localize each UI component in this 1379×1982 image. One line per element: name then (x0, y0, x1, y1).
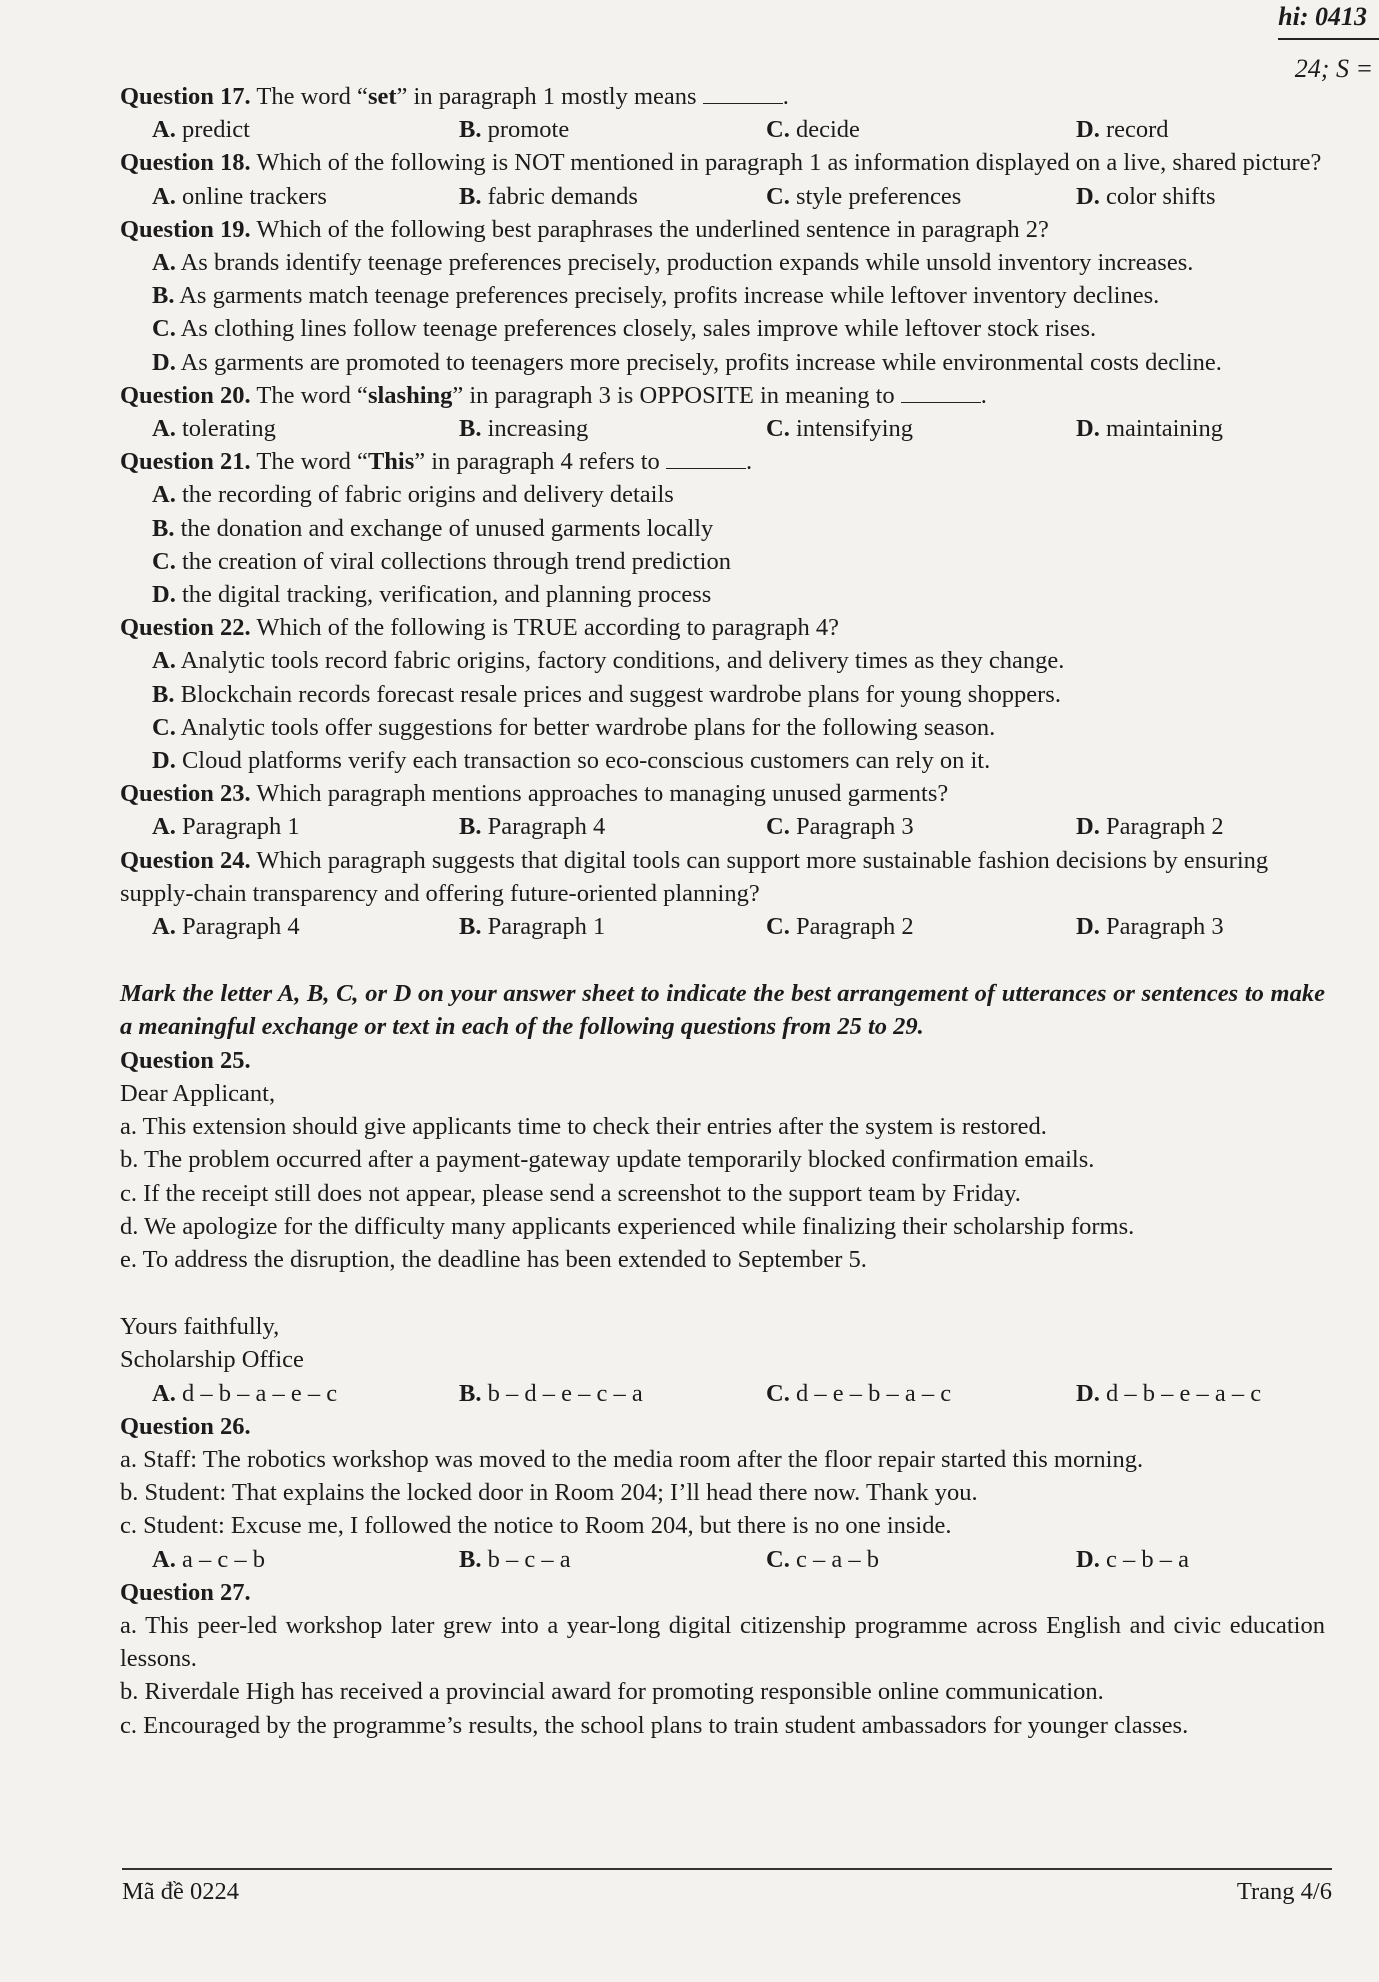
answer-option: C. Paragraph 3 (766, 813, 914, 841)
option-letter: A. (152, 182, 176, 210)
answer-option: B. As garments match teenage preferences precisely, profits increase while leftover inventory declines. (152, 282, 1160, 310)
answer-option: C. Paragraph 2 (766, 913, 914, 941)
option-letter: C. (152, 713, 176, 741)
option-letter: A. (152, 813, 176, 841)
sentence-item: a. This peer-led workshop later grew into a year-long digital citizenship programme across English and civic education lessons. (120, 1611, 1325, 1673)
option-letter: C. (766, 116, 790, 144)
formula-fragment: 24; S = (1278, 38, 1379, 84)
answer-option: B. promote (459, 116, 570, 144)
answer-option: A. a – c – b (152, 1545, 265, 1573)
answer-options (120, 113, 1325, 146)
sentence-item: b. The problem occurred after a payment-gateway update temporarily blocked confirmation emails. (120, 1146, 1095, 1174)
option-letter: C. (766, 913, 790, 941)
answer-option: C. Analytic tools offer suggestions for better wardrobe plans for the following season. (152, 713, 996, 741)
answer-option: D. Paragraph 2 (1076, 813, 1224, 841)
option-letter: B. (152, 514, 175, 542)
letter-signature: Scholarship Office (120, 1346, 304, 1374)
sentence-item: c. Encouraged by the programme’s results, the school plans to train student ambassadors for younger classes. (120, 1711, 1189, 1739)
question-stem: Question 22. Which of the following is TRUE according to paragraph 4? (120, 614, 839, 642)
code-fragment: hi: 0413 (1278, 2, 1367, 31)
question-stem: Question 20. The word “slashing” in paragraph 3 is OPPOSITE in meaning to . (120, 381, 987, 409)
question-stem: Question 23. Which paragraph mentions approaches to managing unused garments? (120, 780, 949, 808)
question-number: Question 24. (120, 846, 251, 874)
answer-option: A. online trackers (152, 182, 327, 210)
section-instruction: Mark the letter A, B, C, or D on your answer sheet to indicate the best arrangement of utterances or sentences to make a meaningful exchange or text in each of the following questions from 25 to 29. (120, 980, 1325, 1041)
option-letter: A. (152, 1545, 176, 1573)
option-letter: C. (766, 813, 790, 841)
question-number: Question 27. (120, 1578, 251, 1606)
option-letter: D. (1076, 182, 1100, 210)
question-number: Question 23. (120, 780, 251, 808)
option-letter: A. (152, 481, 176, 509)
answer-option: D. the digital tracking, verification, and planning process (152, 581, 712, 609)
option-letter: D. (1076, 1379, 1100, 1407)
sentence-item: b. Student: That explains the locked door in Room 204; I’ll head there now. Thank you. (120, 1479, 978, 1507)
option-letter: C. (766, 182, 790, 210)
option-letter: C. (766, 1379, 790, 1407)
answer-option: D. maintaining (1076, 415, 1223, 443)
answer-option: A. Paragraph 1 (152, 813, 300, 841)
option-letter: B. (152, 680, 175, 708)
answer-blank (703, 85, 783, 104)
option-letter: B. (152, 282, 175, 310)
answer-options (120, 1377, 1325, 1410)
sentence-item: b. Riverdale High has received a provincial award for promoting responsible online communication. (120, 1678, 1104, 1706)
option-letter: A. (152, 116, 176, 144)
option-letter: B. (459, 116, 482, 144)
answer-options (120, 810, 1325, 843)
answer-option: B. Paragraph 1 (459, 913, 606, 941)
answer-option: A. predict (152, 116, 250, 144)
answer-option: B. the donation and exchange of unused garments locally (152, 514, 714, 542)
answer-option: C. As clothing lines follow teenage preferences closely, sales improve while leftover stock rises. (152, 315, 1097, 343)
option-letter: C. (152, 315, 176, 343)
option-letter: B. (459, 415, 482, 443)
question-number: Question 17. (120, 83, 251, 110)
exam-code: Mã đề 0224 (122, 1878, 240, 1905)
question-stem: Question 19. Which of the following best paraphrases the underlined sentence in paragraph 2? (120, 215, 1049, 243)
option-letter: D. (1076, 415, 1100, 443)
question-stem: Question 18. Which of the following is NOT mentioned in paragraph 1 as information displayed on a live, shared picture? (120, 149, 1322, 177)
letter-greeting: Dear Applicant, (120, 1079, 276, 1107)
answer-options (120, 180, 1325, 213)
page-footer (122, 1868, 1332, 1906)
sentence-item: c. If the receipt still does not appear, please send a screenshot to the support team by Friday. (120, 1179, 1021, 1207)
answer-option: D. record (1076, 116, 1169, 144)
option-letter: B. (459, 1545, 482, 1573)
question-content (120, 80, 1325, 1742)
answer-option: D. d – b – e – a – c (1076, 1379, 1262, 1407)
sentence-item: a. Staff: The robotics workshop was moved to the media room after the floor repair started this morning. (120, 1445, 1144, 1473)
answer-options (120, 412, 1325, 445)
option-letter: D. (1076, 913, 1100, 941)
spacer (120, 1276, 1325, 1310)
option-letter: A. (152, 249, 176, 277)
question-number: Question 26. (120, 1412, 251, 1440)
question-stem (120, 1576, 1325, 1609)
answer-blank (901, 384, 981, 403)
answer-option: B. Paragraph 4 (459, 813, 606, 841)
answer-option: D. c – b – a (1076, 1545, 1189, 1573)
sentence-item: a. This extension should give applicants time to check their entries after the system is restored. (120, 1113, 1047, 1141)
answer-option: B. b – c – a (459, 1545, 571, 1573)
question-number: Question 18. (120, 149, 251, 177)
answer-option: A. As brands identify teenage preferences precisely, production expands while unsold inventory increases. (152, 249, 1194, 277)
answer-option: C. c – a – b (766, 1545, 879, 1573)
option-letter: A. (152, 913, 176, 941)
sentence-item: e. To address the disruption, the deadline has been extended to September 5. (120, 1245, 867, 1273)
answer-option: A. Paragraph 4 (152, 913, 300, 941)
option-letter: C. (766, 415, 790, 443)
option-letter: B. (459, 913, 482, 941)
option-letter: C. (152, 547, 176, 575)
option-letter: D. (152, 747, 176, 775)
question-stem: Question 21. The word “This” in paragraph 4 refers to . (120, 448, 753, 476)
answer-option: D. Paragraph 3 (1076, 913, 1224, 941)
sentence-item: c. Student: Excuse me, I followed the notice to Room 204, but there is no one inside. (120, 1512, 952, 1540)
keyword: This (367, 448, 415, 476)
option-letter: D. (1076, 813, 1100, 841)
option-letter: B. (459, 182, 482, 210)
answer-option: B. increasing (459, 415, 589, 443)
answer-options (120, 1543, 1325, 1576)
option-letter: A. (152, 1379, 176, 1407)
keyword: set (367, 83, 397, 110)
answer-option: C. style preferences (766, 182, 962, 210)
answer-option: D. As garments are promoted to teenagers more precisely, profits increase while environmental costs decline. (152, 348, 1222, 376)
answer-option: C. the creation of viral collections through trend prediction (152, 547, 731, 575)
keyword: slashing (367, 381, 453, 409)
option-letter: D. (152, 348, 176, 376)
page-number: Trang 4/6 (1236, 1878, 1332, 1905)
option-letter: A. (152, 415, 176, 443)
answer-option: C. decide (766, 116, 860, 144)
question-number: Question 20. (120, 381, 251, 409)
answer-option: B. Blockchain records forecast resale prices and suggest wardrobe plans for young shoppers. (152, 680, 1061, 708)
answer-option: D. color shifts (1076, 182, 1216, 210)
question-number: Question 19. (120, 215, 251, 243)
letter-closing: Yours faithfully, (120, 1313, 280, 1341)
answer-option: C. d – e – b – a – c (766, 1379, 952, 1407)
option-letter: B. (459, 813, 482, 841)
question-number: Question 22. (120, 614, 251, 642)
option-letter: A. (152, 647, 176, 675)
answer-blank (666, 450, 746, 469)
option-letter: D. (1076, 116, 1100, 144)
question-number: Question 25. (120, 1046, 251, 1074)
answer-options (120, 910, 1325, 943)
answer-option: A. the recording of fabric origins and delivery details (152, 481, 674, 509)
question-stem: Question 24. Which paragraph suggests that digital tools can support more sustainable fashion decisions by ensuring supply-chain transparency and offering future-oriented planning? (120, 846, 1269, 907)
question-stem (120, 1044, 1325, 1077)
answer-option: C. intensifying (766, 415, 913, 443)
sentence-item: d. We apologize for the difficulty many applicants experienced while finalizing their scholarship forms. (120, 1212, 1135, 1240)
option-letter: B. (459, 1379, 482, 1407)
question-stem: Question 17. The word “set” in paragraph 1 mostly means . (120, 83, 789, 110)
question-number: Question 21. (120, 448, 251, 476)
question-stem (120, 1410, 1325, 1443)
option-letter: C. (766, 1545, 790, 1573)
answer-option: B. b – d – e – c – a (459, 1379, 643, 1407)
answer-option: D. Cloud platforms verify each transaction so eco-conscious customers can rely on it. (152, 747, 991, 775)
answer-option: A. tolerating (152, 415, 276, 443)
option-letter: D. (1076, 1545, 1100, 1573)
answer-option: A. Analytic tools record fabric origins, factory conditions, and delivery times as they change. (152, 647, 1065, 675)
option-letter: D. (152, 581, 176, 609)
answer-option: A. d – b – a – e – c (152, 1379, 338, 1407)
answer-option: B. fabric demands (459, 182, 638, 210)
corner-fragment (1278, 0, 1379, 84)
